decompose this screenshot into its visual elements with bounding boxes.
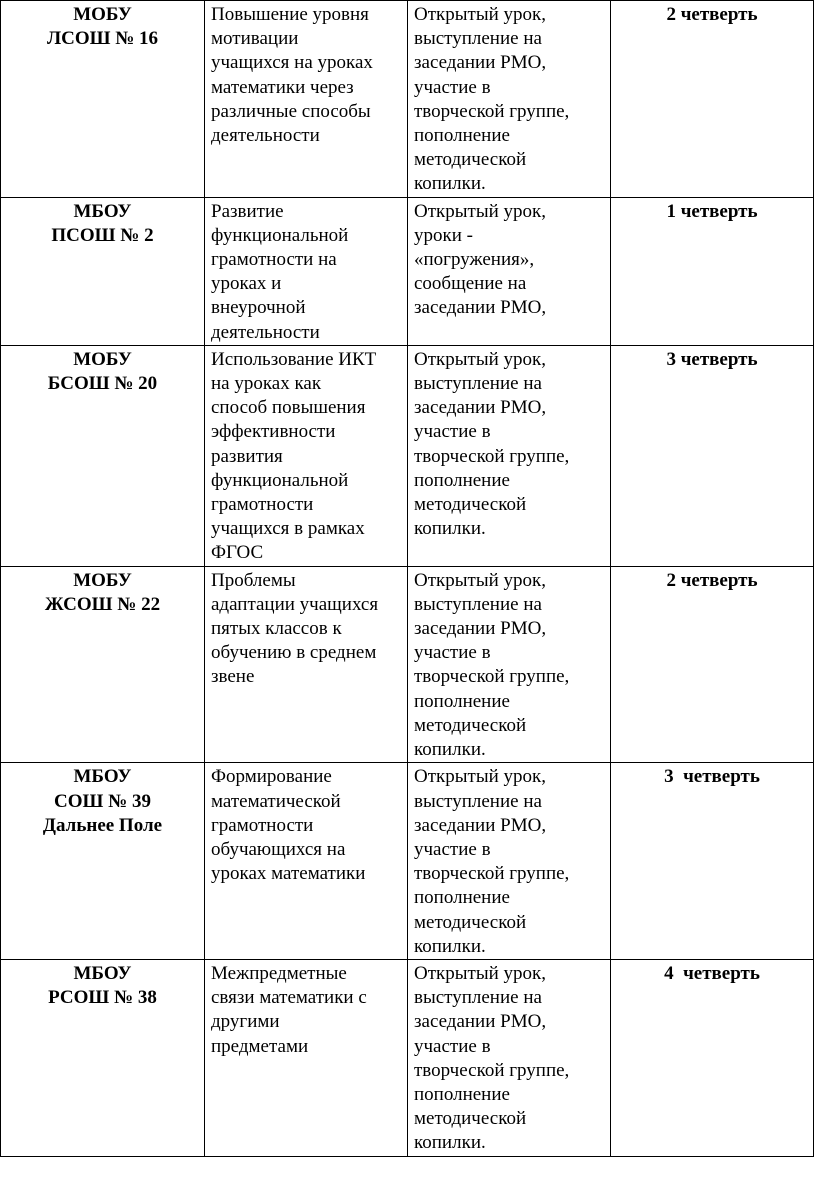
form-cell-line: участие в (414, 76, 491, 98)
form-cell-line: участие в (414, 838, 491, 860)
form-cell-line: методической (414, 494, 527, 516)
table-body (1, 1, 814, 1157)
form-cell-line: «погружения», (414, 249, 535, 271)
topic-cell-line: учащихся на уроках (211, 52, 373, 74)
school-cell-line: ЖСОШ № 22 (44, 593, 161, 615)
topic-cell-line: грамотности на (211, 249, 337, 271)
form-cell (408, 959, 611, 1156)
term-label: 2 четверть (666, 569, 758, 591)
school-cell-line: МБОУ (73, 962, 132, 984)
topic-cell-line: мотивации (211, 28, 299, 50)
form-cell-line: Открытый урок, (414, 962, 546, 984)
topic-cell-line: Формирование (211, 766, 332, 788)
form-cell-line: участие в (414, 1035, 491, 1057)
form-cell-line: выступление на (414, 790, 542, 812)
table-row (1, 1, 814, 198)
form-cell (408, 566, 611, 763)
term-cell (611, 345, 814, 566)
form-cell-line: Открытый урок, (414, 200, 546, 222)
topic-cell-line: уроках математики (211, 863, 366, 885)
topic-cell-line: деятельности (211, 125, 320, 147)
form-cell-line: методической (414, 911, 527, 933)
form-cell-line: творческой группе, (414, 863, 570, 885)
topic-cell-line: математической (211, 790, 341, 812)
topic-cell (205, 1, 408, 198)
form-cell-line: пополнение (414, 469, 510, 491)
term-cell (611, 763, 814, 960)
topic-cell (205, 197, 408, 345)
form-cell-line: заседании РМО, (414, 814, 547, 836)
topic-cell-line: Межпредметные (211, 962, 347, 984)
school-cell (1, 763, 205, 960)
school-cell (1, 959, 205, 1156)
form-cell-line: копилки. (414, 173, 486, 195)
form-cell (408, 197, 611, 345)
topic-cell-line: учащихся в рамках (211, 518, 365, 540)
topic-cell-line: связи математики с (211, 987, 367, 1009)
form-cell-line: пополнение (414, 690, 510, 712)
term-cell (611, 1, 814, 198)
topic-cell-line: различные способы (211, 100, 371, 122)
school-cell-line: ЛСОШ № 16 (46, 28, 159, 50)
topic-cell-line: на уроках как (211, 373, 322, 395)
form-cell-line: Открытый урок, (414, 348, 546, 370)
form-cell-line: Открытый урок, (414, 766, 546, 788)
topic-cell (205, 959, 408, 1156)
term-cell (611, 197, 814, 345)
topic-cell-line: внеурочной (211, 297, 306, 319)
form-cell-line: творческой группе, (414, 100, 570, 122)
school-cell-line: СОШ № 39 (54, 790, 151, 812)
term-label: 3 четверть (664, 766, 760, 788)
form-cell-line: методической (414, 714, 527, 736)
form-cell-line: заседании РМО, (414, 297, 547, 319)
form-cell-line: участие в (414, 421, 491, 443)
school-cell-line: МОБУ (73, 4, 132, 25)
table-row (1, 566, 814, 763)
form-cell-line: уроки - (414, 224, 473, 246)
term-label: 2 четверть (666, 4, 758, 25)
topic-cell-line: функциональной (211, 469, 349, 491)
topic-cell-line: Использование ИКТ (211, 348, 377, 370)
topic-cell-line: звене (211, 666, 255, 688)
topic-cell-line: грамотности (211, 814, 314, 836)
topic-cell-line: предметами (211, 1035, 309, 1057)
topic-cell (205, 566, 408, 763)
term-cell (611, 959, 814, 1156)
topic-cell (205, 345, 408, 566)
form-cell-line: выступление на (414, 373, 542, 395)
table-row (1, 763, 814, 960)
topic-cell-line: функциональной (211, 224, 349, 246)
topic-cell-line: обучающихся на (211, 838, 346, 860)
form-cell-line: копилки. (414, 1132, 486, 1154)
school-cell (1, 1, 205, 198)
form-cell-line: Открытый урок, (414, 569, 546, 591)
table-row (1, 959, 814, 1156)
topic-cell-line: способ повышения (211, 397, 366, 419)
topic-cell-line: Проблемы (211, 569, 296, 591)
school-cell (1, 566, 205, 763)
term-cell (611, 566, 814, 763)
form-cell-line: Открытый урок, (414, 4, 546, 25)
topic-cell-line: деятельности (211, 321, 320, 343)
school-cell (1, 197, 205, 345)
topic-cell (205, 763, 408, 960)
form-cell-line: пополнение (414, 887, 510, 909)
school-cell-line: ПСОШ № 2 (51, 224, 154, 246)
school-cell-line: РСОШ № 38 (48, 987, 157, 1009)
table-row (1, 197, 814, 345)
term-label: 1 четверть (666, 200, 758, 222)
topic-cell-line: Развитие (211, 200, 284, 222)
form-cell-line: копилки. (414, 935, 486, 957)
form-cell-line: участие в (414, 642, 491, 664)
form-cell-line: выступление на (414, 593, 542, 615)
form-cell-line: пополнение (414, 1083, 510, 1105)
form-cell-line: заседании РМО, (414, 1011, 547, 1033)
form-cell-line: копилки. (414, 518, 486, 540)
topic-cell-line: эффективности (211, 421, 336, 443)
form-cell (408, 345, 611, 566)
topic-cell-line: развития (211, 445, 283, 467)
form-cell-line: заседании РМО, (414, 618, 547, 640)
topic-cell-line: другими (211, 1011, 280, 1033)
term-label: 4 четверть (664, 962, 760, 984)
term-label: 3 четверть (666, 348, 758, 370)
school-cell-line: БСОШ № 20 (47, 373, 158, 395)
form-cell-line: пополнение (414, 125, 510, 147)
form-cell-line: выступление на (414, 28, 542, 50)
topic-cell-line: ФГОС (211, 542, 264, 564)
form-cell-line: творческой группе, (414, 445, 570, 467)
form-cell-line: выступление на (414, 987, 542, 1009)
topic-cell-line: пятых классов к (211, 618, 342, 640)
form-cell-line: сообщение на (414, 273, 527, 295)
form-cell-line: творческой группе, (414, 666, 570, 688)
school-cell (1, 345, 205, 566)
form-cell-line: заседании РМО, (414, 397, 547, 419)
form-cell-line: копилки. (414, 739, 486, 761)
topic-cell-line: математики через (211, 76, 354, 98)
topic-cell-line: Повышение уровня (211, 4, 369, 25)
form-cell (408, 763, 611, 960)
topic-cell-line: грамотности (211, 494, 314, 516)
topic-cell-line: уроках и (211, 273, 282, 295)
form-cell (408, 1, 611, 198)
form-cell-line: методической (414, 1108, 527, 1130)
topic-cell-line: адаптации учащихся (211, 593, 379, 615)
school-cell-line: МОБУ (73, 348, 132, 370)
school-cell-line: МБОУ (73, 766, 132, 788)
school-cell-line: Дальнее Поле (42, 814, 163, 836)
form-cell-line: заседании РМО, (414, 52, 547, 74)
table-row (1, 345, 814, 566)
school-cell-line: МБОУ (73, 200, 132, 222)
topic-cell-line: обучению в среднем (211, 642, 377, 664)
form-cell-line: методической (414, 149, 527, 171)
form-cell-line: творческой группе, (414, 1059, 570, 1081)
school-cell-line: МОБУ (73, 569, 132, 591)
